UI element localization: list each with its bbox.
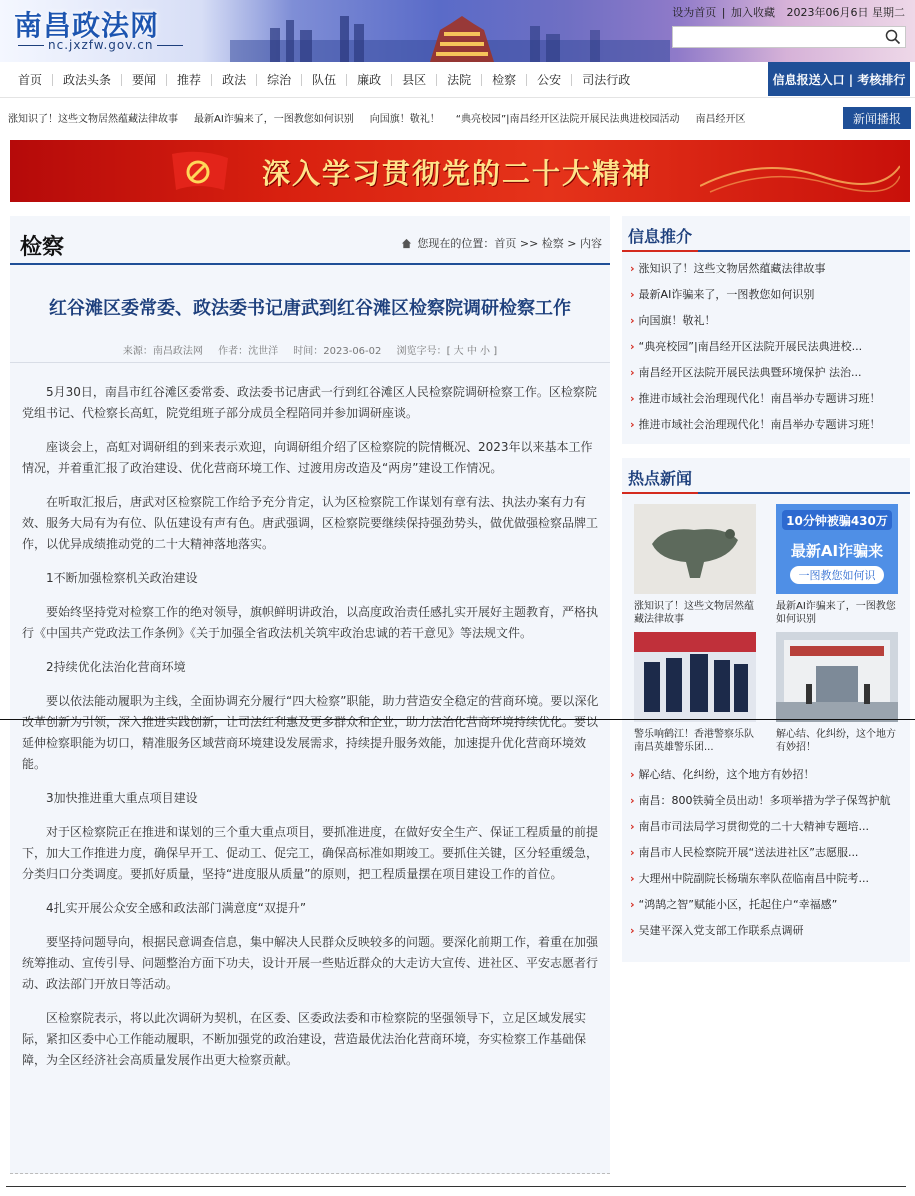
bronze-vessel-image <box>634 504 756 594</box>
list-item[interactable]: › 最新AI诈骗来了，一图教您如何识别 <box>630 282 902 308</box>
hot-card-caption: 涨知识了！这些文物居然蕴藏法律故事 <box>634 601 754 625</box>
info-submit-button[interactable]: 信息报送入口 | 考核排行 <box>768 62 910 96</box>
hot-card[interactable] <box>634 504 756 626</box>
list-item[interactable]: › “鸿鹄之智”赋能小区，托起住户“幸福感” <box>630 892 902 918</box>
nav-item[interactable]: 检察 <box>482 74 527 86</box>
breadcrumb-text[interactable]: 您现在的位置：首页 >> 检察 > 内容 <box>417 237 602 250</box>
article-paragraph: 1不断加强检察机关政治建设 <box>46 571 198 585</box>
hot-card-caption: 解心结、化纠纷，这个地方有妙招！ <box>776 729 896 753</box>
meta-author: 作者：沈世洋 <box>218 346 279 357</box>
article-paragraph: 要始终坚持党对检察工作的绝对领导，旗帜鲜明讲政治，以高度政治责任感扎实开展好主题教育，严格执行《中国共产党政法工作条例》《关于加强全省政法机关筑牢政治忠诚的若干意见》等法规文件。 <box>22 605 599 640</box>
recommend-header <box>622 216 910 252</box>
search-icon[interactable] <box>885 29 901 45</box>
poster-line-3: 一图教您如何识 <box>798 569 876 582</box>
nav-item[interactable]: 司法行政 <box>582 73 631 87</box>
nav-item[interactable]: 政法 <box>212 74 257 86</box>
set-homepage-link[interactable]: 设为首页 <box>672 6 717 19</box>
hot-card[interactable] <box>776 632 898 754</box>
police-band-image <box>634 632 756 722</box>
ticker-item[interactable]: 最新AI诈骗来了，一图教您如何识别 <box>194 114 354 125</box>
article-body <box>22 382 600 1084</box>
hot-card[interactable] <box>776 504 898 626</box>
article-paragraph: 对于区检察院正在推进和谋划的三个重大重点项目，要抓准进度，在做好安全生产、保证工程质量的前提下，加大工作推进力度，确保早开工、促动工、促完工，确保高标准如期竣工。要抓住关键，区分轻重缓急，分类归口分类调度。要抓好质量，坚持“进度服从质量”的原则，把工程质量摆在项目建设工作的首位。 <box>22 825 599 881</box>
list-item[interactable]: › 大理州中院副院长杨瑞东率队莅临南昌中院考... <box>630 866 902 892</box>
section-divider <box>10 263 610 265</box>
nav-item[interactable]: 公安 <box>527 74 572 86</box>
nav-item[interactable]: 县区 <box>392 74 437 86</box>
list-item[interactable]: › 南昌：800铁骑全员出动！多项举措为学子保驾护航 <box>630 788 902 814</box>
article-panel <box>10 216 610 1174</box>
ticker-item[interactable]: 南昌经开区 <box>695 114 746 125</box>
list-item[interactable]: › 涨知识了！这些文物居然蕴藏法律故事 <box>630 256 902 282</box>
poster-line-1: 10分钟被骗430万 <box>786 514 888 528</box>
font-size-switch[interactable]: 浏览字号：[ 大 中 小 ] <box>396 346 498 357</box>
news-ticker <box>0 104 915 132</box>
recommend-list <box>622 252 910 438</box>
hot-card-caption: 警乐响鹤江！香港警察乐队 南昌英雄警乐团... <box>634 729 754 753</box>
article-paragraph: 要以依法能动履职为主线，全面协调充分履行“四大检察”职能，助力营造安全稳定的营商环境。要以深化改革创新为引领，深入推进实践创新，让司法红利惠及更多群众和企业，助力法治化营商环境持续优化。要以延伸检察职能为切口，精准服务区域营商环境建设发展需求，持续提升服务效能，加速提升优化营商环境效能。 <box>22 694 599 771</box>
article-paragraph: 5月30日，南昌市红谷滩区委常委、政法委书记唐武一行到红谷滩区人民检察院调研检察工作。区检察院党组书记、代检察长高虹，院党组班子部分成员全程陪同并参加调研座谈。 <box>22 385 597 420</box>
date-text: 2023年06月6日 星期二 <box>786 6 905 19</box>
ai-scam-poster-image <box>776 504 898 594</box>
city-skyline-image <box>230 10 670 62</box>
nav-item[interactable]: 推荐 <box>167 74 212 86</box>
article-paragraph: 在听取汇报后，唐武对区检察院工作给予充分肯定，认为区检察院工作谋划有章有法、执法办案有力有效、服务大局有为有位、队伍建设有声有色。唐武强调，区检察院要继续保持强劲势头，做优做强检察品牌工作，以优异成绩推动党的二十大精神落地落实。 <box>22 495 599 551</box>
hot-news-header <box>622 458 910 494</box>
recommend-title: 信息推介 <box>628 227 693 246</box>
article-meta <box>10 342 610 357</box>
search-input[interactable] <box>672 26 906 48</box>
ticker-item[interactable]: 向国旗！敬礼！ <box>369 114 440 125</box>
hot-news-list <box>622 762 910 944</box>
top-links: 设为首页 | 加入收藏 2023年06月6日 星期二 <box>672 6 905 19</box>
nav-item[interactable]: 政法头条 <box>53 74 122 86</box>
site-header <box>0 0 915 62</box>
footer-divider <box>6 1186 906 1187</box>
article-paragraph: 3加快推进重大重点项目建设 <box>46 791 198 805</box>
list-item[interactable]: › 推进市域社会治理现代化！南昌举办专题讲习班！ <box>630 386 902 412</box>
hot-news-title: 热点新闻 <box>628 469 693 488</box>
list-item[interactable]: › “典亮校园”|南昌经开区法院开展民法典进校... <box>630 334 902 360</box>
list-item[interactable]: › 推进市域社会治理现代化！南昌举办专题讲习班！ <box>630 412 902 438</box>
nav-item[interactable]: 综治 <box>257 74 302 86</box>
add-favorite-link[interactable]: 加入收藏 <box>731 6 775 19</box>
hot-news-grid <box>622 494 910 762</box>
poster-line-2: 最新AI诈骗来 <box>790 542 884 560</box>
mediation-office-image <box>776 632 898 722</box>
list-item[interactable]: › 南昌经开区法院开展民法典暨环境保护 法治... <box>630 360 902 386</box>
hot-news-panel <box>622 458 910 962</box>
meta-divider <box>10 362 610 363</box>
site-logo-title[interactable]: 南昌政法网 <box>14 9 160 42</box>
list-item[interactable]: › 解心结、化纠纷，这个地方有妙招！ <box>630 762 902 788</box>
meta-time: 时间：2023-06-02 <box>293 346 382 357</box>
banner-decoration <box>700 146 900 196</box>
list-item[interactable]: › 吴建平深入党支部工作联系点调研 <box>630 918 902 944</box>
ticker-item[interactable]: “典亮校园”|南昌经开区法院开展民法典进校园活动 <box>455 114 680 125</box>
party-banner[interactable] <box>10 140 910 202</box>
list-item[interactable]: › 南昌市人民检察院开展“送法进社区”志愿服... <box>630 840 902 866</box>
article-paragraph: 2持续优化法治化营商环境 <box>46 660 186 674</box>
article-paragraph: 座谈会上，高虹对调研组的到来表示欢迎，向调研组介绍了区检察院的院情概况、2023年以来基本工作情况，并着重汇报了政治建设、优化营商环境工作、过渡用房改造及“两房”建设工作情况。 <box>22 440 593 475</box>
banner-text: 深入学习贯彻党的二十大精神 <box>262 157 653 190</box>
breadcrumb <box>401 235 602 251</box>
recommend-panel <box>622 216 910 444</box>
home-icon <box>401 238 412 249</box>
article-paragraph: 区检察院表示，将以此次调研为契机，在区委、区委政法委和市检察院的坚强领导下，立足区域发展实际，紧扣区委中心工作能动履职，不断加强党的政治建设，营造最优法治化营商环境，夯实检察工作基础保障，为全区经济社会高质量发展作出更大检察贡献。 <box>22 1011 587 1067</box>
hot-card-caption: 最新AI诈骗来了，一图教您如何识别 <box>776 601 896 625</box>
screen-divider <box>0 719 915 720</box>
nav-item[interactable]: 首页 <box>8 74 53 86</box>
list-item[interactable]: › 向国旗！敬礼！ <box>630 308 902 334</box>
nav-item[interactable]: 法院 <box>437 74 482 86</box>
article-title: 红谷滩区委常委、政法委书记唐武到红谷滩区检察院调研检察工作 <box>49 298 571 319</box>
meta-source: 来源：南昌政法网 <box>122 346 203 357</box>
site-logo-url: nc.jxzfw.gov.cn <box>14 38 187 52</box>
ticker-item[interactable]: 涨知识了！这些文物居然蕴藏法律故事 <box>8 114 178 125</box>
nav-item[interactable]: 廉政 <box>347 74 392 86</box>
ticker-label: 新闻播报 <box>843 107 911 129</box>
nav-item[interactable]: 要闻 <box>122 74 167 86</box>
article-paragraph: 要坚持问题导向，根据民意调查信息，集中解决人民群众反映较多的问题。要深化前期工作，着重在加强统筹推动、宣传引导、问题整治方面下功夫，设计开展一些贴近群众的大走访大宣传、进社区、平安志愿者行动、政法部门开放日等活动。 <box>22 935 599 991</box>
party-emblem-icon <box>168 150 232 194</box>
nav-item[interactable]: 队伍 <box>302 74 347 86</box>
hot-card[interactable] <box>634 632 756 754</box>
title-underline <box>622 250 698 252</box>
list-item[interactable]: › 南昌市司法局学习贯彻党的二十大精神专题培... <box>630 814 902 840</box>
article-paragraph: 4扎实开展公众安全感和政法部门满意度“双提升” <box>46 901 307 915</box>
section-title: 检察 <box>20 235 65 260</box>
